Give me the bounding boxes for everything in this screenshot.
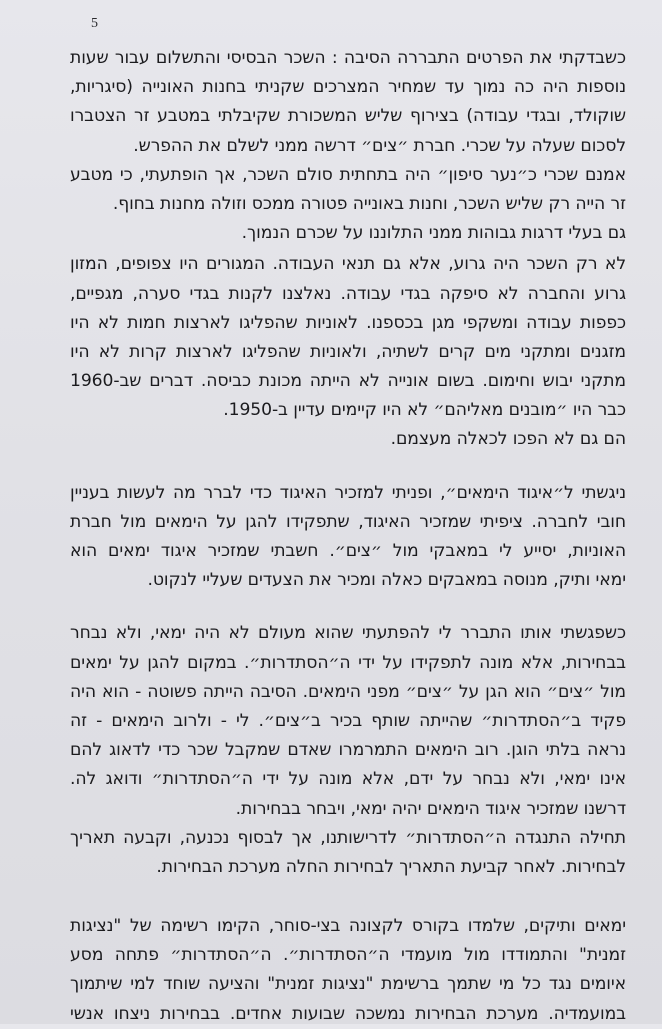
text-line: במועמדיה. מערכת הבחירות נמשכה שבועות אחדים. בבחירות ניצחו אנשי (70, 1003, 626, 1024)
text-line: לא רק השכר היה גרוע, אלא גם תנאי העבודה. המגורים היו צפופים, המזון (70, 254, 626, 275)
paragraph-working-conditions (70, 250, 626, 454)
text-line: כבר היו ״מובנים מאליהם״ לא היו קיימים עדיין ב-1950. (223, 400, 626, 421)
text-line: שוקולד, ובגדי עבודה) בצירוף שליש המשכורת שקיבלתי במטבע זר הצטברו (70, 106, 626, 127)
text-line: מזגנים ומתקני מים קרים לשתיה, ולאוניות שהפליגו לארצות קרות לא היו (70, 341, 626, 362)
text-line: תחילה התנגדה ה״הסתדרות״ לדרישותנו, אך לבסוף נכנעה, וקבעה תאריך (70, 827, 626, 848)
text-line: אינו ימאי, ולא נבחר על ידם, אלא מונה על ידי ה״הסתדרות״ ודואג לה. (70, 769, 626, 790)
text-line: ניגשתי ל״איגוד הימאים״, ופניתי למזכיר האיגוד כדי לברר מה לעשות בעניין (70, 482, 626, 503)
text-line: חובי לחברה. ציפיתי שמזכיר האיגוד, שתפקידו להגן על הימאים מול חברת (70, 511, 626, 532)
text-line: דרשנו שמזכיר איגוד הימאים יהיה ימאי, ויבחר בבחירות. (235, 798, 626, 819)
body-text (70, 44, 626, 1029)
text-line: זמנית" והתמודדו מול מועמדי ה״הסתדרות״. ה״הסתדרות״ פתחה מסע (70, 945, 626, 966)
paragraph-pay-discrepancy (70, 44, 626, 248)
text-line: מול ״צים״ הוא הגן על ״צים״ מפני הימאים. הסיבה הייתה פשוטה - הוא היה (70, 681, 626, 702)
text-line: ימאים ותיקים, שלמדו בקורס לקצונה בצי-סוחר, הקימו רשימה של "נציגות (70, 916, 626, 937)
text-line: נוספות היה כה נמוך עד שמחיר המצרכים שקניתי בחנות האונייה (סיגריות, (70, 77, 626, 98)
text-line: זר הייה רק שליש השכר, וחנות באונייה פטורה ממכס וזולה מחנות בחוף. (112, 193, 626, 214)
text-line: פקיד ב״הסתדרות״ שהייתה שותף בכיר ב״צים״. לי - ולרוב הימאים - זה (70, 710, 626, 731)
text-line: גרוע והחברה לא סיפקה בגדי עבודה. נאלצנו לקנות בגדי סערה, מגפיים, (70, 283, 626, 304)
text-line: ימאי ותיק, מנוסה במאבקים כאלה ומכיר את הצעדים שעליי לנקוט. (147, 570, 626, 591)
text-line: בבחירות, אלא מונה לתפקידו על ידי ה״הסתדרות״. במקום להגן על ימאים (70, 652, 626, 673)
paragraph-union-secretary (70, 619, 626, 882)
text-line: איומים נגד כל מי שתמך ברשימת "נציגות זמנית" והציעה שוחד למי שיתמוך (70, 974, 626, 995)
text-line: לסכום שעלה על שכרי. חברת ״צים״ דרשה ממני לשלם את ההפרש. (133, 135, 626, 156)
paragraph-union-visit (70, 479, 626, 596)
text-line: כשפגשתי אותו התברר לי להפתעתי שהוא מעולם לא היה ימאי, ולא נבחר (70, 623, 626, 644)
text-line: האוניות, יסייע לי במאבקי מול ״צים״. חשבתי שמזכיר איגוד ימאים הוא (70, 541, 626, 561)
text-line: מתקני יבוש וחימום. בשום אונייה לא הייתה מכונת כביסה. דברים שב-1960 (70, 371, 626, 392)
text-line: כפפות עבודה ומשקפי מגן בכספנו. לאוניות שהפליגו לארצות חמות לא היו (70, 312, 626, 333)
text-line: אמנם שכרי כ״נער סיפון״ היה בתחתית סולם השכר, אך הופתעתי, כי מטבע (70, 164, 626, 185)
text-line: כשבדקתי את הפרטים התבררה הסיבה : השכר הבסיסי והתשלום עבור שעות (70, 48, 626, 68)
text-line: לבחירות. לאחר קביעת התאריך לבחירות החלה מערכת הבחירות. (156, 856, 626, 877)
page-number: 5 (91, 16, 98, 31)
paragraph-elections (70, 912, 626, 1029)
text-line: נראה בלתי הוגן. רוב הימאים התמרמרו שאדם שמקבל שכר כדי לדאוג להם (70, 740, 626, 761)
text-line: הם גם לא הפכו לכאלה מעצמם. (390, 429, 626, 450)
text-line: גם בעלי דרגות גבוהות ממני התלוננו על שכרם הנמוך. (241, 223, 626, 244)
